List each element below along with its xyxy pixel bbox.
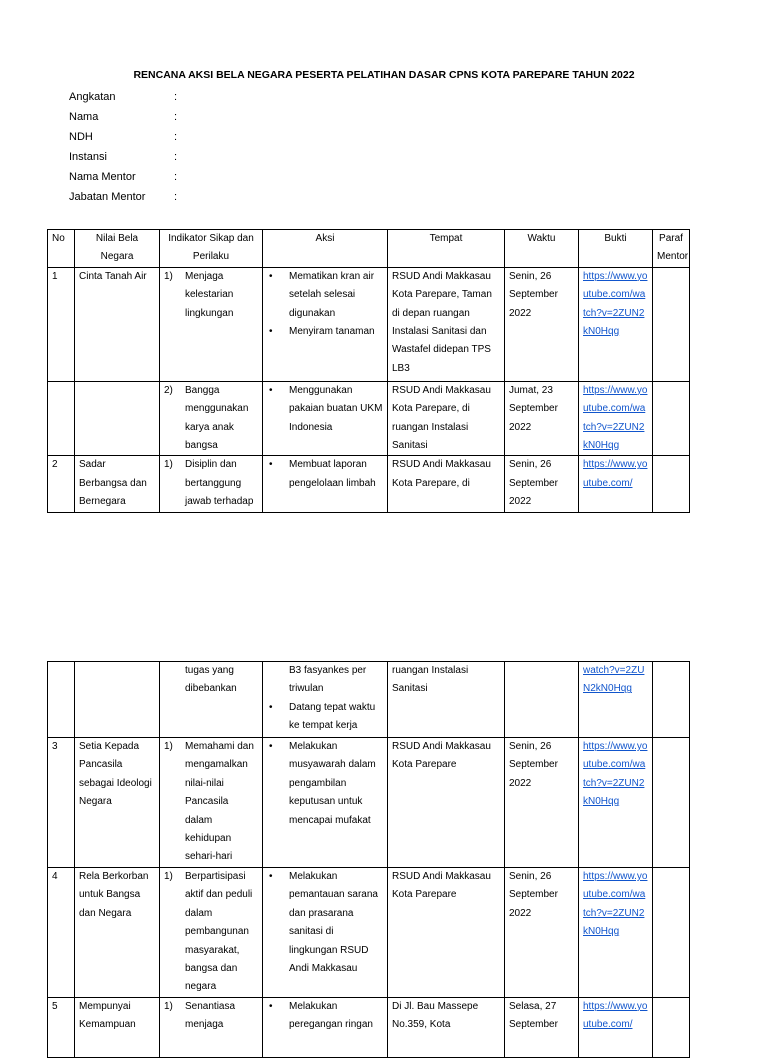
- info-separator: :: [174, 131, 178, 143]
- cell-paraf: [653, 456, 690, 513]
- indicator-number: 2): [164, 384, 173, 396]
- cell-tempat: ruangan Instalasi Sanitasi: [388, 662, 505, 738]
- cell-indikator: [160, 267, 263, 381]
- cell-aksi: [263, 738, 388, 868]
- bullet-icon: •: [269, 326, 273, 338]
- cell-indikator: [160, 738, 263, 868]
- cell-indikator: [160, 997, 263, 1057]
- info-separator: :: [174, 171, 178, 183]
- action-item: [267, 662, 383, 699]
- cell-bukti: [579, 738, 653, 868]
- bullet-icon: •: [269, 701, 273, 713]
- header-waktu: Waktu: [505, 230, 579, 268]
- evidence-link[interactable]: https://www.youtube.com/: [583, 459, 648, 489]
- info-label: Nama Mentor: [69, 171, 136, 183]
- cell-nilai: Cinta Tanah Air: [75, 267, 160, 381]
- indicator-text: Bangga menggunakan karya anak bangsa: [185, 384, 249, 452]
- cell-no: 5: [48, 997, 75, 1057]
- action-item: [267, 323, 383, 341]
- info-label: Nama: [69, 111, 99, 123]
- cell-bukti: [579, 997, 653, 1057]
- info-row-nama: [69, 109, 177, 129]
- info-row-ndh: [69, 129, 177, 149]
- action-plan-table-continued: [47, 661, 690, 1058]
- header-indikator: Indikator Sikap dan Perilaku: [160, 230, 263, 268]
- header-paraf: Paraf Mentor: [653, 230, 690, 268]
- cell-paraf: [653, 662, 690, 738]
- action-text: Menggunakan pakaian buatan UKM Indonesia: [289, 384, 383, 433]
- cell-waktu: Senin, 26 September 2022: [505, 456, 579, 513]
- cell-paraf: [653, 267, 690, 381]
- bullet-icon: •: [269, 1000, 273, 1012]
- action-item: [267, 998, 383, 1035]
- cell-tempat: Di Jl. Bau Massepe No.359, Kota: [388, 997, 505, 1057]
- action-item: [267, 382, 383, 437]
- cell-waktu: Senin, 26 September 2022: [505, 267, 579, 381]
- indicator-number: 1): [164, 459, 173, 471]
- bullet-icon: •: [269, 384, 273, 396]
- action-item: [267, 699, 383, 736]
- indicator-text: Berpartisipasi aktif dan peduli dalam pembangunan masyarakat, bangsa dan negara: [185, 871, 253, 993]
- indicator-text: tugas yang dibebankan: [185, 665, 237, 695]
- info-separator: :: [174, 191, 178, 203]
- cell-waktu: Selasa, 27 September: [505, 997, 579, 1057]
- bullet-icon: •: [269, 459, 273, 471]
- action-text: B3 fasyankes per triwulan: [289, 665, 367, 695]
- participant-info: [69, 89, 177, 209]
- cell-bukti: [579, 868, 653, 998]
- cell-bukti: [579, 267, 653, 381]
- cell-no: [48, 381, 75, 456]
- cell-aksi: [263, 662, 388, 738]
- cell-bukti: [579, 662, 653, 738]
- action-text: Melakukan musyawarah dalam pengambilan keputusan untuk mencapai mufakat: [289, 741, 376, 826]
- action-text: Mematikan kran air setelah selesai digunakan: [289, 270, 375, 319]
- header-tempat: Tempat: [388, 230, 505, 268]
- cell-aksi: [263, 267, 388, 381]
- info-row-jabatan-mentor: [69, 189, 177, 209]
- bullet-icon: •: [269, 270, 273, 282]
- table-row: [48, 662, 690, 738]
- cell-bukti: [579, 381, 653, 456]
- cell-waktu: [505, 662, 579, 738]
- action-text: Datang tepat waktu ke tempat kerja: [289, 701, 376, 732]
- info-row-instansi: [69, 149, 177, 169]
- info-row-angkatan: [69, 89, 177, 109]
- header-no: No: [48, 230, 75, 268]
- info-label: NDH: [69, 131, 93, 143]
- cell-indikator: [160, 456, 263, 513]
- cell-tempat: RSUD Andi Makkasau Kota Parepare: [388, 738, 505, 868]
- cell-nilai: Rela Berkorban untuk Bangsa dan Negara: [75, 868, 160, 998]
- evidence-link[interactable]: https://www.youtube.com/watch?v=2ZUN2kN0Hqg: [583, 741, 648, 808]
- cell-nilai: Sadar Berbangsa dan Bernegara: [75, 456, 160, 513]
- cell-nilai: [75, 381, 160, 456]
- table-row: [48, 456, 690, 513]
- cell-no: 4: [48, 868, 75, 998]
- cell-no: 3: [48, 738, 75, 868]
- info-label: Angkatan: [69, 91, 116, 103]
- info-separator: :: [174, 91, 178, 103]
- indicator-number: 1): [164, 1000, 173, 1012]
- indicator-text: Memahami dan mengamalkan nilai-nilai Pancasila dalam kehidupan sehari-hari: [185, 741, 254, 863]
- cell-nilai: Mempunyai Kemampuan: [75, 997, 160, 1057]
- info-label: Instansi: [69, 151, 107, 163]
- cell-waktu: Jumat, 23 September 2022: [505, 381, 579, 456]
- bullet-icon: •: [269, 741, 273, 752]
- evidence-link[interactable]: https://www.youtube.com/watch?v=2ZUN2kN0Hqg: [583, 270, 648, 338]
- header-bukti: Bukti: [579, 230, 653, 268]
- evidence-link[interactable]: https://www.youtube.com/watch?v=2ZUN2kN0Hqg: [583, 871, 648, 938]
- table-row: [48, 381, 690, 456]
- table-row: [48, 868, 690, 998]
- header-aksi: Aksi: [263, 230, 388, 268]
- cell-paraf: [653, 738, 690, 868]
- cell-aksi: [263, 456, 388, 513]
- action-text: Melakukan pemantauan sarana dan prasarana sanitasi di lingkungan RSUD Andi Makkasau: [289, 871, 378, 975]
- cell-paraf: [653, 868, 690, 998]
- cell-aksi: [263, 868, 388, 998]
- table-header-row: [48, 230, 690, 268]
- action-text: Melakukan peregangan ringan: [289, 1000, 373, 1031]
- action-item: [267, 738, 383, 830]
- info-separator: :: [174, 151, 178, 163]
- action-item: [267, 268, 383, 323]
- info-separator: :: [174, 111, 178, 123]
- cell-indikator: [160, 381, 263, 456]
- table-row: [48, 997, 690, 1057]
- cell-aksi: [263, 997, 388, 1057]
- cell-no: [48, 662, 75, 738]
- cell-no: 2: [48, 456, 75, 513]
- evidence-link[interactable]: https://www.youtube.com/watch?v=2ZUN2kN0Hqg: [583, 384, 648, 452]
- indicator-number: 1): [164, 871, 173, 882]
- cell-waktu: Senin, 26 September 2022: [505, 738, 579, 868]
- cell-indikator: [160, 868, 263, 998]
- header-nilai: Nilai Bela Negara: [75, 230, 160, 268]
- cell-no: 1: [48, 267, 75, 381]
- cell-tempat: RSUD Andi Makkasau Kota Parepare, Taman di depan ruangan Instalasi Sanitasi dan Wastafel didepan TPS LB3: [388, 267, 505, 381]
- evidence-link[interactable]: watch?v=2ZUN2kN0Hqg: [583, 665, 645, 695]
- info-label: Jabatan Mentor: [69, 191, 146, 203]
- cell-tempat: RSUD Andi Makkasau Kota Parepare, di ruangan Instalasi Sanitasi: [388, 381, 505, 456]
- action-item: [267, 456, 383, 493]
- table-row: [48, 738, 690, 868]
- indicator-text: Senantiasa menjaga: [185, 1000, 236, 1031]
- action-plan-table: [47, 229, 690, 513]
- indicator-number: 1): [164, 270, 173, 282]
- cell-aksi: [263, 381, 388, 456]
- indicator-number: 1): [164, 741, 173, 752]
- cell-nilai: Setia Kepada Pancasila sebagai Ideologi Negara: [75, 738, 160, 868]
- info-row-nama-mentor: [69, 169, 177, 189]
- document-title: RENCANA AKSI BELA NEGARA PESERTA PELATIHAN DASAR CPNS KOTA PAREPARE TAHUN 2022: [133, 69, 635, 81]
- indicator-text: Menjaga kelestarian lingkungan: [185, 270, 234, 319]
- cell-paraf: [653, 381, 690, 456]
- bullet-icon: •: [269, 871, 273, 882]
- action-item: [267, 868, 383, 978]
- cell-indikator: [160, 662, 263, 738]
- indicator-text: Disiplin dan bertanggung jawab terhadap: [185, 459, 254, 508]
- cell-bukti: [579, 456, 653, 513]
- cell-tempat: RSUD Andi Makkasau Kota Parepare: [388, 868, 505, 998]
- cell-tempat: RSUD Andi Makkasau Kota Parepare, di: [388, 456, 505, 513]
- table-row: [48, 267, 690, 381]
- evidence-link[interactable]: https://www.youtube.com/: [583, 1000, 648, 1031]
- cell-nilai: [75, 662, 160, 738]
- action-text: Membuat laporan pengelolaan limbah: [289, 459, 376, 489]
- cell-waktu: Senin, 26 September 2022: [505, 868, 579, 998]
- action-text: Menyiram tanaman: [289, 326, 375, 338]
- cell-paraf: [653, 997, 690, 1057]
